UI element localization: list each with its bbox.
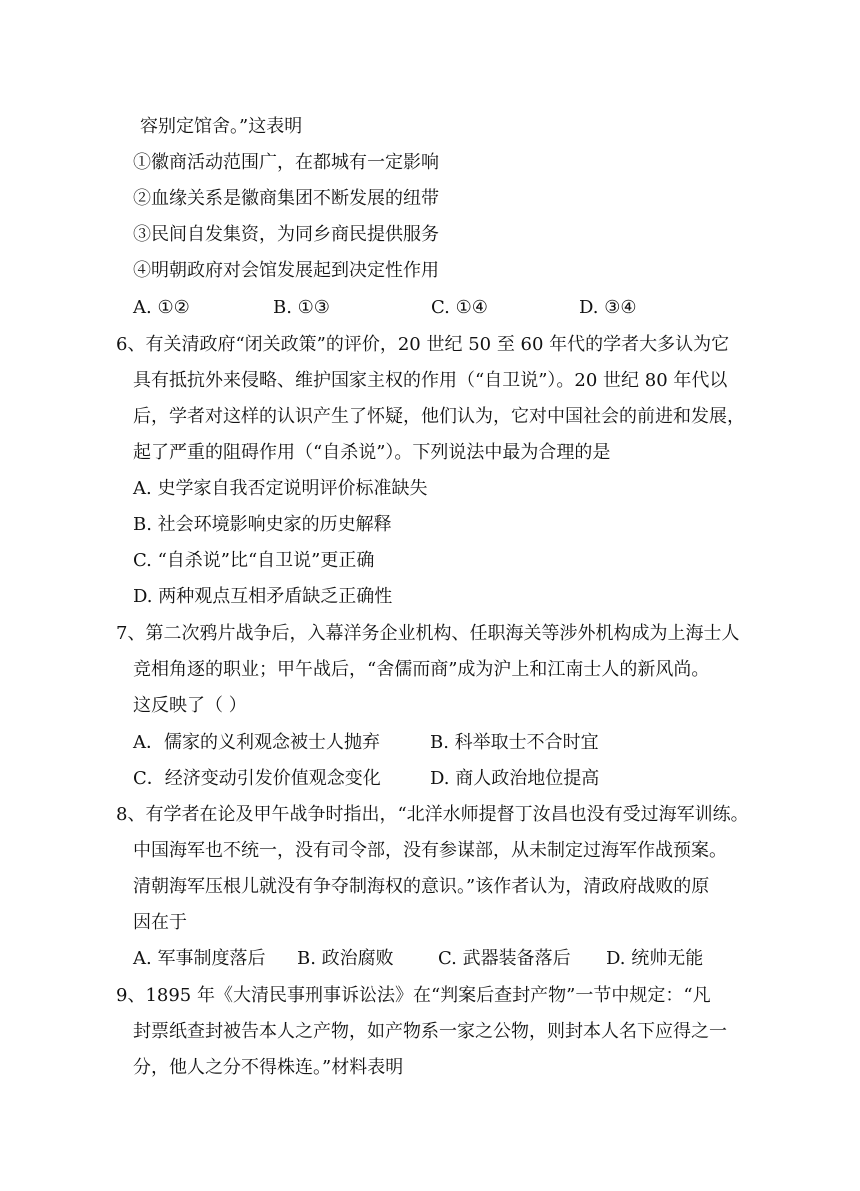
q7-options-row-1 bbox=[0, 732, 860, 754]
q5-item-1: ①徽商活动范围广，在都城有一定影响 bbox=[133, 152, 439, 173]
q5-option-d[interactable]: D. ③④ bbox=[579, 297, 637, 318]
q6-stem-line-3: 后，学者对这样的认识产生了怀疑，他们认为，它对中国社会的前进和发展， bbox=[133, 406, 745, 427]
q8-stem-line-1: 8、有学者在论及甲午战争时指出，“北洋水师提督丁汝昌也没有受过海军训练。 bbox=[116, 804, 749, 825]
q8-option-d[interactable]: D. 统帅无能 bbox=[606, 948, 704, 969]
q8-option-b[interactable]: B. 政治腐败 bbox=[297, 948, 394, 969]
q5-option-c[interactable]: C. ①④ bbox=[431, 297, 488, 318]
q8-stem-line-3: 清朝海军压根儿就没有争夺制海权的意识。”该作者认为，清政府战败的原 bbox=[133, 876, 710, 897]
q5-item-3: ③民间自发集资，为同乡商民提供服务 bbox=[133, 224, 439, 245]
q8-option-c[interactable]: C. 武器装备落后 bbox=[438, 948, 571, 969]
q5-options bbox=[0, 297, 860, 319]
q6-option-b[interactable]: B. 社会环境影响史家的历史解释 bbox=[133, 514, 392, 535]
q7-option-c[interactable]: C．经济变动引发价值观念变化 bbox=[133, 768, 381, 789]
q5-item-4: ④明朝政府对会馆发展起到决定性作用 bbox=[133, 260, 439, 281]
q5-option-b[interactable]: B. ①③ bbox=[273, 297, 330, 318]
q9-stem-line-1: 9、1895 年《大清民事刑事诉讼法》在“判案后查封产物”一节中规定：“凡 bbox=[116, 985, 711, 1006]
q8-options bbox=[0, 948, 860, 970]
q5-item-2: ②血缘关系是徽商集团不断发展的纽带 bbox=[133, 188, 439, 209]
q7-option-a[interactable]: A．儒家的义利观念被士人抛弃 bbox=[133, 732, 380, 753]
q6-option-d[interactable]: D. 两种观点互相矛盾缺乏正确性 bbox=[133, 586, 393, 607]
q6-option-c[interactable]: C. “自杀说”比“自卫说”更正确 bbox=[133, 550, 375, 571]
q6-stem-line-1: 6、有关清政府“闭关政策”的评价，20 世纪 50 至 60 年代的学者大多认为它 bbox=[116, 334, 730, 355]
q8-stem-line-4: 因在于 bbox=[133, 912, 187, 933]
q8-option-a[interactable]: A. 军事制度落后 bbox=[133, 948, 266, 969]
q7-option-d[interactable]: D. 商人政治地位提高 bbox=[430, 768, 600, 789]
q6-stem-line-2: 具有抵抗外来侵略、维护国家主权的作用（“自卫说”）。20 世纪 80 年代以 bbox=[133, 370, 728, 391]
q6-option-a[interactable]: A. 史学家自我否定说明评价标准缺失 bbox=[133, 478, 428, 499]
q6-stem-line-4: 起了严重的阻碍作用（“自杀说”）。下列说法中最为合理的是 bbox=[133, 442, 611, 463]
q9-stem-line-3: 分，他人之分不得株连。”材料表明 bbox=[133, 1057, 404, 1078]
q7-stem-line-2: 竞相角逐的职业；甲午战后，“舍儒而商”成为沪上和江南士人的新风尚。 bbox=[133, 659, 710, 680]
q5-stem-tail: 容别定馆舍。”这表明 bbox=[140, 116, 303, 137]
q8-stem-line-2: 中国海军也不统一，没有司令部，没有参谋部，从未制定过海军作战预案。 bbox=[133, 840, 727, 861]
q7-options-row-2 bbox=[0, 768, 860, 790]
q9-stem-line-2: 封票纸查封被告本人之产物，如产物系一家之公物，则封本人名下应得之一 bbox=[133, 1021, 727, 1042]
q7-stem-line-1: 7、第二次鸦片战争后，入幕洋务企业机构、任职海关等涉外机构成为上海士人 bbox=[116, 623, 740, 644]
q7-stem-line-3: 这反映了（ ） bbox=[133, 695, 247, 716]
q7-option-b[interactable]: B. 科举取士不合时宜 bbox=[430, 732, 599, 753]
q5-option-a[interactable]: A. ①② bbox=[133, 297, 190, 318]
